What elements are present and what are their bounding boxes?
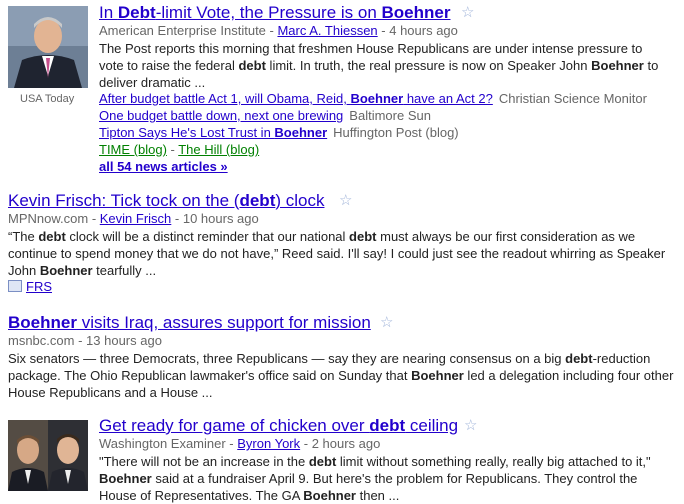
snippet-text: -reduction package. The Ohio Republican lawmaker's office said on Sunday that [8,351,651,383]
snippet-highlight: debt [38,229,66,244]
separator: - [166,142,179,157]
extra-source-link[interactable]: TIME (blog) [99,142,167,157]
snippet-text: Six senators — three Democrats, three Republicans — say they are nearing consensus on a big [8,351,566,366]
extra-source-link[interactable]: The Hill (blog) [178,142,260,157]
snippet-text: clock will be a distinct reminder that our national [65,229,350,244]
all-articles-link[interactable]: all 54 news articles » [99,159,228,174]
title-text: visits Iraq, assures support for mission [76,313,371,332]
story-4-meta [99,436,380,452]
author-link[interactable]: Kevin Frisch [99,211,172,226]
source-name: MPNnow.com [8,211,89,226]
story-1-meta [99,23,458,39]
title-highlight: Debt [117,3,156,22]
story-2-title[interactable] [8,191,324,211]
snippet-text: limit. In truth, the real pressure is now on Speaker John [265,58,592,73]
title-text: -limit Vote, the Pressure is on [155,3,382,22]
snippet-text: said at a fundraiser April 9. But here's the problem for Republicans. They control the House of Representatives. The GA [99,471,638,503]
title-text: Get ready for game of chicken over [99,416,370,435]
related-text: have an Act 2? [403,91,493,106]
related-article [99,90,647,107]
chart-icon [8,280,22,292]
title-highlight: Boehner [8,313,77,332]
story-1-image-caption: USA Today [20,93,75,105]
snippet-text: limit without something really, really big attached to it," [336,454,651,469]
snippet-text: led a delegation including four other House Republicans and a House ... [8,368,674,400]
snippet-highlight: debt [349,229,377,244]
related-article [99,124,459,141]
person-photo-icon [8,420,88,491]
source-name: Washington Examiner [99,436,226,451]
snippet-text: tearfully ... [92,263,157,278]
title-text: In [99,3,118,22]
frs-tag[interactable] [8,279,52,294]
title-highlight: debt [369,416,406,435]
title-highlight: debt [239,191,276,210]
related-text: Tipton Says He's Lost Trust in [99,125,275,140]
snippet-highlight: Boehner [303,488,356,503]
timestamp: 13 hours ago [86,333,162,348]
star-icon[interactable]: ☆ [461,4,475,21]
star-icon[interactable]: ☆ [380,314,394,331]
related-source: Baltimore Sun [349,108,431,123]
story-2-meta [8,211,259,227]
news-story-4 [0,412,684,503]
story-3-meta [8,333,162,349]
related-highlight: Boehner [350,91,404,106]
separator: - [265,23,278,38]
separator: - [225,436,238,451]
snippet-highlight: Boehner [39,263,93,278]
star-icon[interactable]: ☆ [339,192,353,209]
news-story-3 [0,312,684,402]
related-article-link[interactable] [99,91,493,106]
title-highlight: Boehner [381,3,451,22]
story-1-snippet [99,40,669,91]
related-article-link[interactable] [99,125,327,140]
news-story-2 [0,190,684,300]
related-article [99,107,431,124]
snippet-highlight: debt [565,351,593,366]
snippet-highlight: debt [308,454,337,469]
snippet-text: The Post reports this morning that freshmen House Republicans are under intense pressure to vote to raise the federal [99,41,643,73]
snippet-text: must always be our first consideration as we continue to spend money that we do not have,” Reed said. I'll say! I could just see the readout whirring as Speaker John [8,229,666,278]
person-photo-icon [8,6,88,88]
story-4-snippet [99,453,669,504]
timestamp: 10 hours ago [182,211,259,226]
separator: - [88,211,100,226]
author-link[interactable]: Marc A. Thiessen [277,23,378,38]
story-1-thumbnail[interactable] [8,6,88,88]
story-3-title[interactable] [8,313,371,333]
star-icon[interactable]: ☆ [464,417,478,434]
separator: - [74,333,87,348]
timestamp: 2 hours ago [311,436,381,451]
snippet-text: "There will not be an increase in the [99,454,309,469]
source-name: American Enterprise Institute [99,23,266,38]
related-text: After budget battle Act 1, will Obama, Reid, [99,91,351,106]
related-source: Christian Science Monitor [498,91,647,106]
snippet-highlight: Boehner [99,471,152,486]
story-4-title[interactable] [99,416,458,436]
timestamp: 4 hours ago [389,23,458,38]
source-name: msnbc.com [8,333,75,348]
story-2-snippet [8,228,673,279]
snippet-highlight: Boehner [411,368,464,383]
news-story-1 [0,0,684,178]
title-text: ceiling [405,416,459,435]
title-text: Kevin Frisch: Tick tock on the ( [8,191,240,210]
author-link[interactable]: Byron York [237,436,301,451]
story-3-snippet [8,350,678,401]
separator: - [377,23,390,38]
frs-label: FRS [26,279,52,294]
related-source: Huffington Post (blog) [333,125,459,140]
related-article-link[interactable]: One budget battle down, next one brewing [99,108,344,123]
snippet-text: “The [8,229,39,244]
story-1-title[interactable] [99,3,450,23]
related-highlight: Boehner [274,125,328,140]
snippet-text: then ... [356,488,400,503]
extra-sources [99,141,259,158]
title-text: ) clock [275,191,325,210]
snippet-text: to deliver dramatic ... [99,58,659,90]
separator: - [300,436,312,451]
snippet-highlight: debt [238,58,266,73]
separator: - [171,211,183,226]
story-4-thumbnail[interactable] [8,420,88,491]
all-articles-row [99,158,228,175]
snippet-highlight: Boehner [591,58,644,73]
